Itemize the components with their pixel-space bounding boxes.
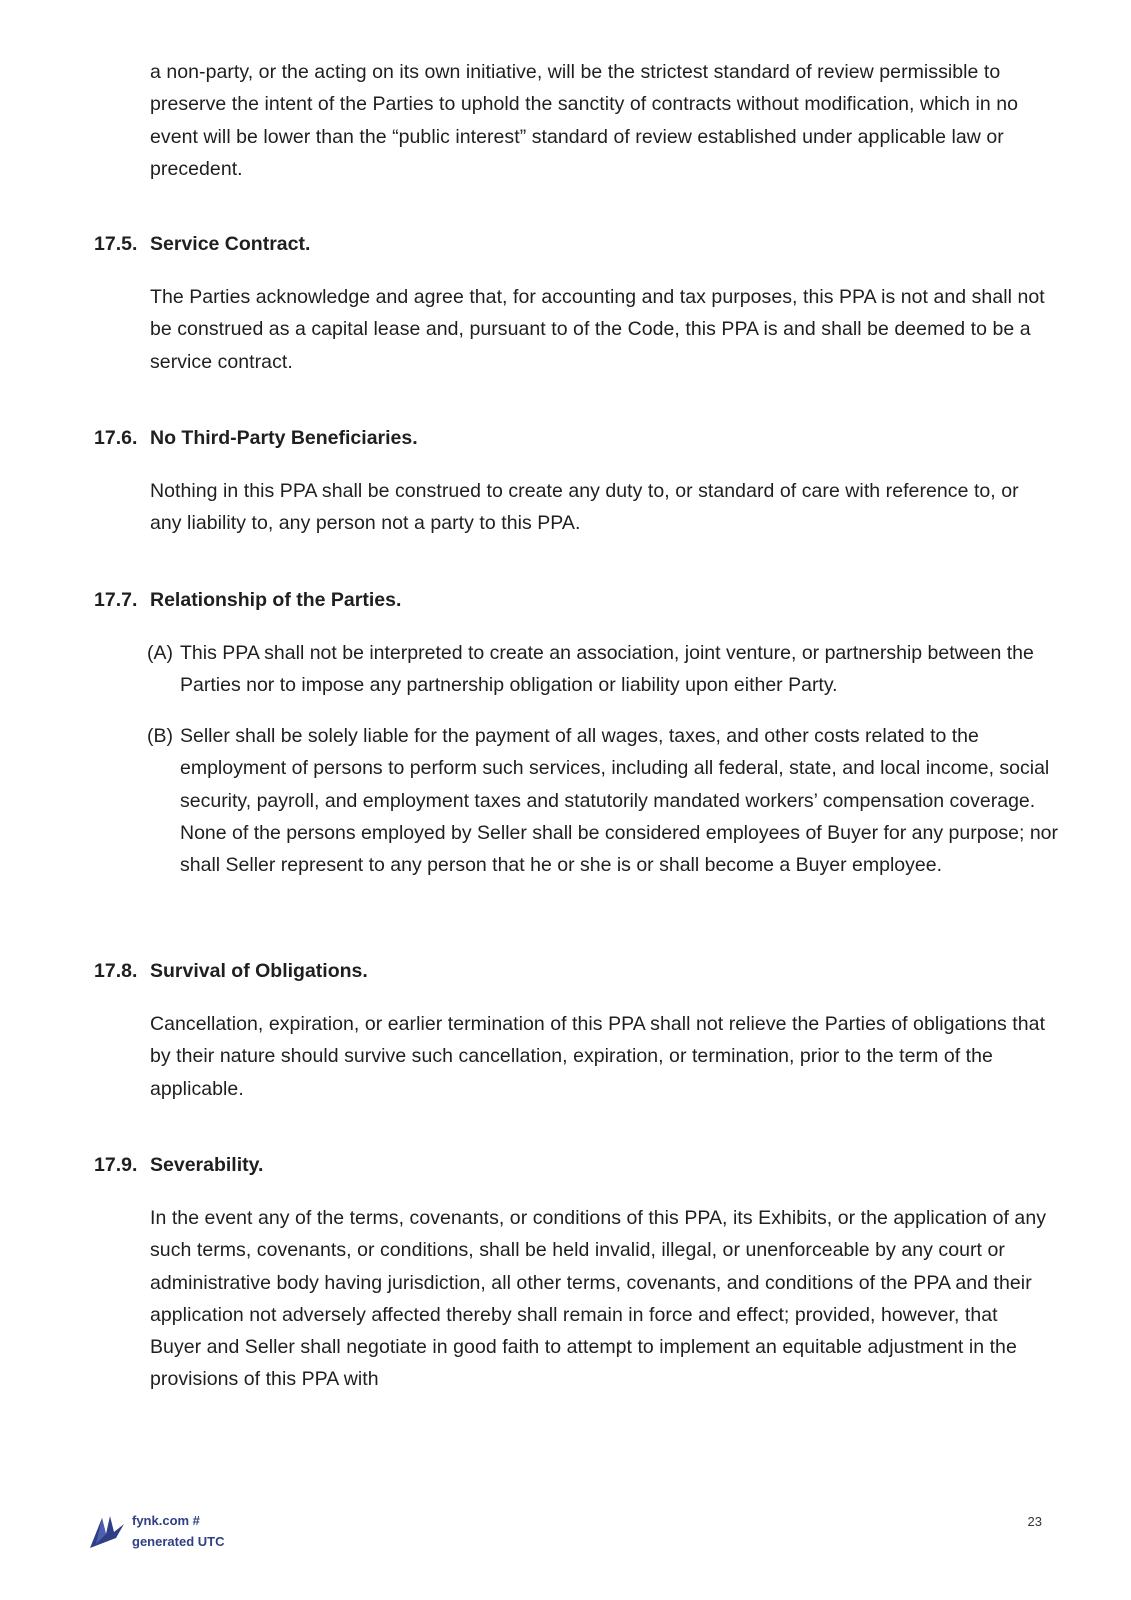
list-item-text: Seller shall be solely liable for the payment of all wages, taxes, and other costs related to the employment of persons to perform such services, including all federal, state, and local income, social security, payroll, and employment taxes and statutorily mandated workers’ compensation coverage. None of the persons employed by Seller shall be considered employees of Buyer for any purpose; nor shall Seller represent to any person that he or she is or shall become a Buyer employee. [180, 725, 1059, 877]
section-title: Service Contract. [150, 233, 311, 255]
footer-brand: fynk.com # [132, 1513, 200, 1528]
section-number: 17.8. [94, 960, 138, 982]
section-title: No Third-Party Beneficiaries. [150, 427, 418, 449]
section-title: Survival of Obligations. [150, 960, 368, 982]
section-title: Severability. [150, 1154, 264, 1176]
section-number: 17.6. [94, 427, 138, 449]
list-marker: (A) [147, 642, 173, 664]
footer-text [132, 1510, 224, 1552]
section-17-6-body: Nothing in this PPA shall be construed to create any duty to, or standard of care with reference to, or any liability to, any person not a party to this PPA. [150, 480, 1019, 535]
section-number: 17.7. [94, 589, 138, 611]
fynk-bird-logo-icon [88, 1508, 132, 1550]
intro-paragraph: a non-party, or the acting on its own initiative, will be the strictest standard of review permissible to preserve the intent of the Parties to uphold the sanctity of contracts without modification, which in no event will be lower than the “public interest” standard of review established under applicable law or precedent. [150, 61, 1019, 180]
page-number: 23 [1027, 1514, 1042, 1529]
section-17-8-heading [94, 955, 368, 987]
section-17-7-heading [94, 584, 401, 616]
list-marker: (B) [147, 725, 173, 747]
list-item-b [147, 720, 1080, 881]
section-17-8-body: Cancellation, expiration, or earlier termination of this PPA shall not relieve the Parties of obligations that by their nature should survive such cancellation, expiration, or termination, prior to the term of the applicable. [150, 1013, 1046, 1100]
section-17-9-body: In the event any of the terms, covenants, or conditions of this PPA, its Exhibits, or the application of any such terms, covenants, or conditions, shall be held invalid, illegal, or unenforceable by any court or administrative body having jurisdiction, all other terms, covenants, and conditions of the PPA and their application not adversely affected thereby shall remain in force and effect; provided, however, that Buyer and Seller shall negotiate in good faith to attempt to implement an equitable adjustment in the provisions of this PPA with [150, 1207, 1047, 1391]
list-item-a [147, 637, 1080, 702]
footer-generated: generated UTC [132, 1534, 225, 1549]
section-title: Relationship of the Parties. [150, 589, 402, 611]
section-17-9-heading [94, 1149, 263, 1181]
section-number: 17.9. [94, 1154, 138, 1176]
section-number: 17.5. [94, 233, 138, 255]
section-17-6-heading [94, 422, 418, 454]
section-17-5-body: The Parties acknowledge and agree that, for accounting and tax purposes, this PPA is not and shall not be construed as a capital lease and, pursuant to of the Code, this PPA is and shall be deemed to be a service contract. [150, 286, 1045, 373]
list-item-text: This PPA shall not be interpreted to create an association, joint venture, or partnership between the Parties nor to impose any partnership obligation or liability upon either Party. [180, 642, 1034, 697]
section-17-5-heading [94, 228, 310, 260]
